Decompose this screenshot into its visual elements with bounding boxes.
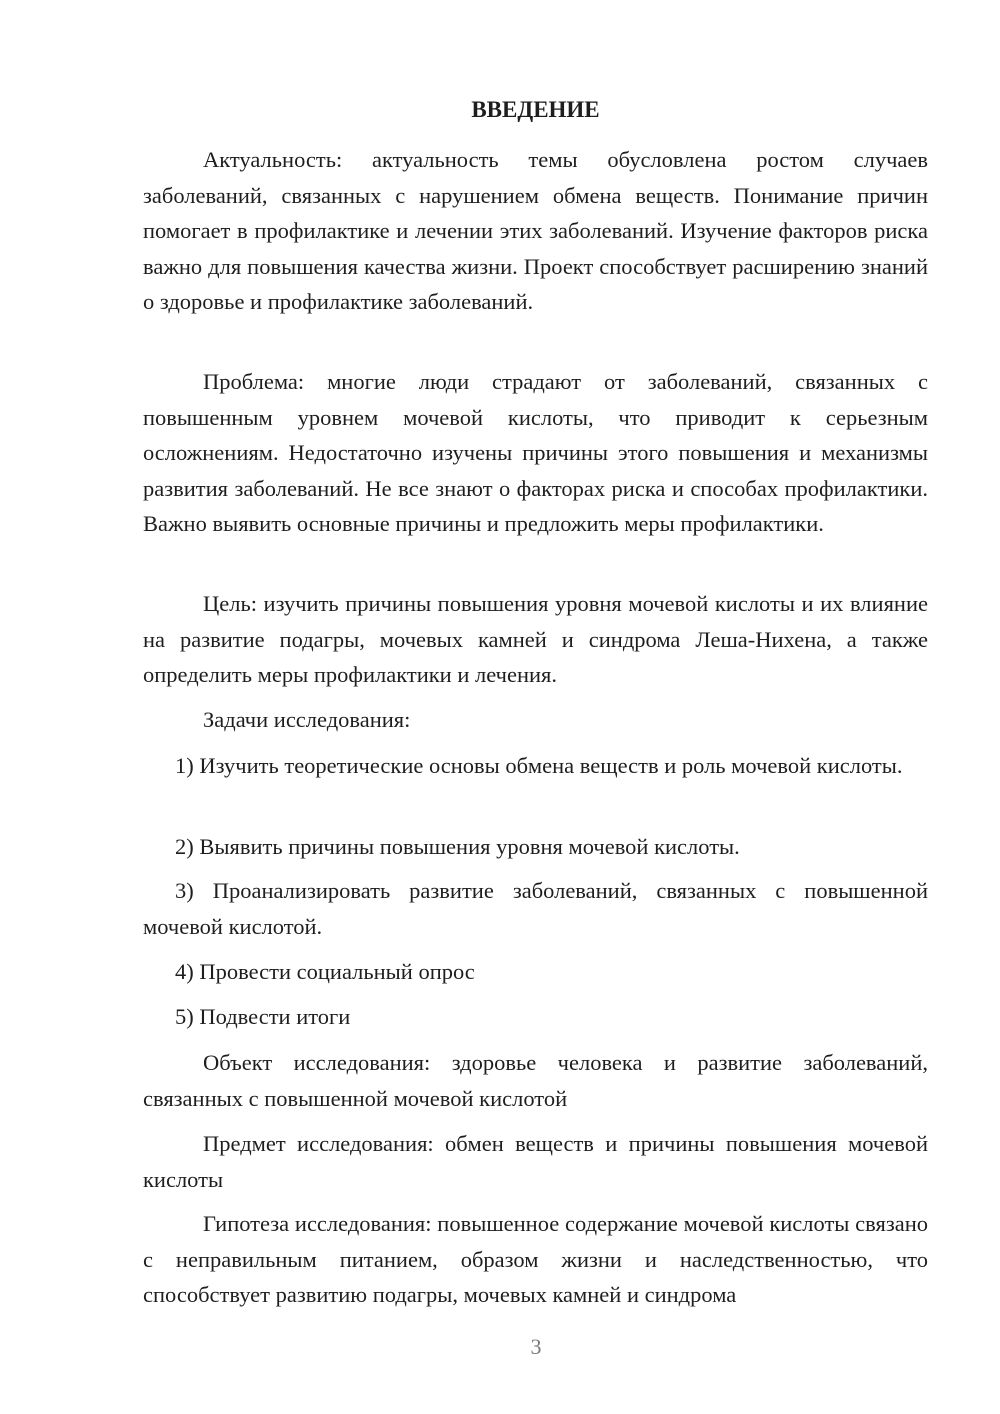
- task-item-2: 2) Выявить причины повышения уровня мочевой кислоты.: [175, 834, 740, 859]
- problem-paragraph: Проблема: многие люди страдают от заболеваний, связанных с повышенным уровнем мочевой кислоты, что приводит к серьезным осложнениям. Недостаточно изучены причины этого повышения и механизмы развития заболеваний. Не все знают о факторах риска и способах профилактики. Важно выявить основные причины и предложить меры профилактики.: [143, 369, 928, 536]
- task-item-5: 5) Подвести итоги: [175, 1004, 351, 1029]
- tasks-heading: Задачи исследования:: [203, 707, 411, 732]
- object-paragraph: Объект исследования: здоровье человека и развитие заболеваний, связанных с повышенной мочевой кислотой: [143, 1050, 928, 1111]
- task-item-1: 1) Изучить теоретические основы обмена веществ и роль мочевой кислоты.: [175, 753, 903, 778]
- relevance-paragraph: Актуальность: актуальность темы обусловлена ростом случаев заболеваний, связанных с нарушением обмена веществ. Понимание причин помогает в профилактике и лечении этих заболеваний. Изучение факторов риска важно для повышения качества жизни. Проект способствует расширению знаний о здоровье и профилактике заболеваний.: [143, 147, 928, 314]
- subject-paragraph: Предмет исследования: обмен веществ и причины повышения мочевой кислоты: [143, 1131, 928, 1192]
- page-title: ВВЕДЕНИЕ: [471, 97, 600, 122]
- task-item-4: 4) Провести социальный опрос: [175, 959, 475, 984]
- hypothesis-paragraph: Гипотеза исследования: повышенное содержание мочевой кислоты связано с неправильным питанием, образом жизни и наследственностью, что способствует развитию подагры, мочевых камней и синдрома: [143, 1211, 928, 1307]
- goal-paragraph: Цель: изучить причины повышения уровня мочевой кислоты и их влияние на развитие подагры, мочевых камней и синдрома Леша-Нихена, а также определить меры профилактики и лечения.: [143, 591, 928, 687]
- page-number: 3: [530, 1334, 542, 1359]
- task-item-3: 3) Проанализировать развитие заболеваний, связанных с повышенной мочевой кислотой.: [143, 878, 928, 939]
